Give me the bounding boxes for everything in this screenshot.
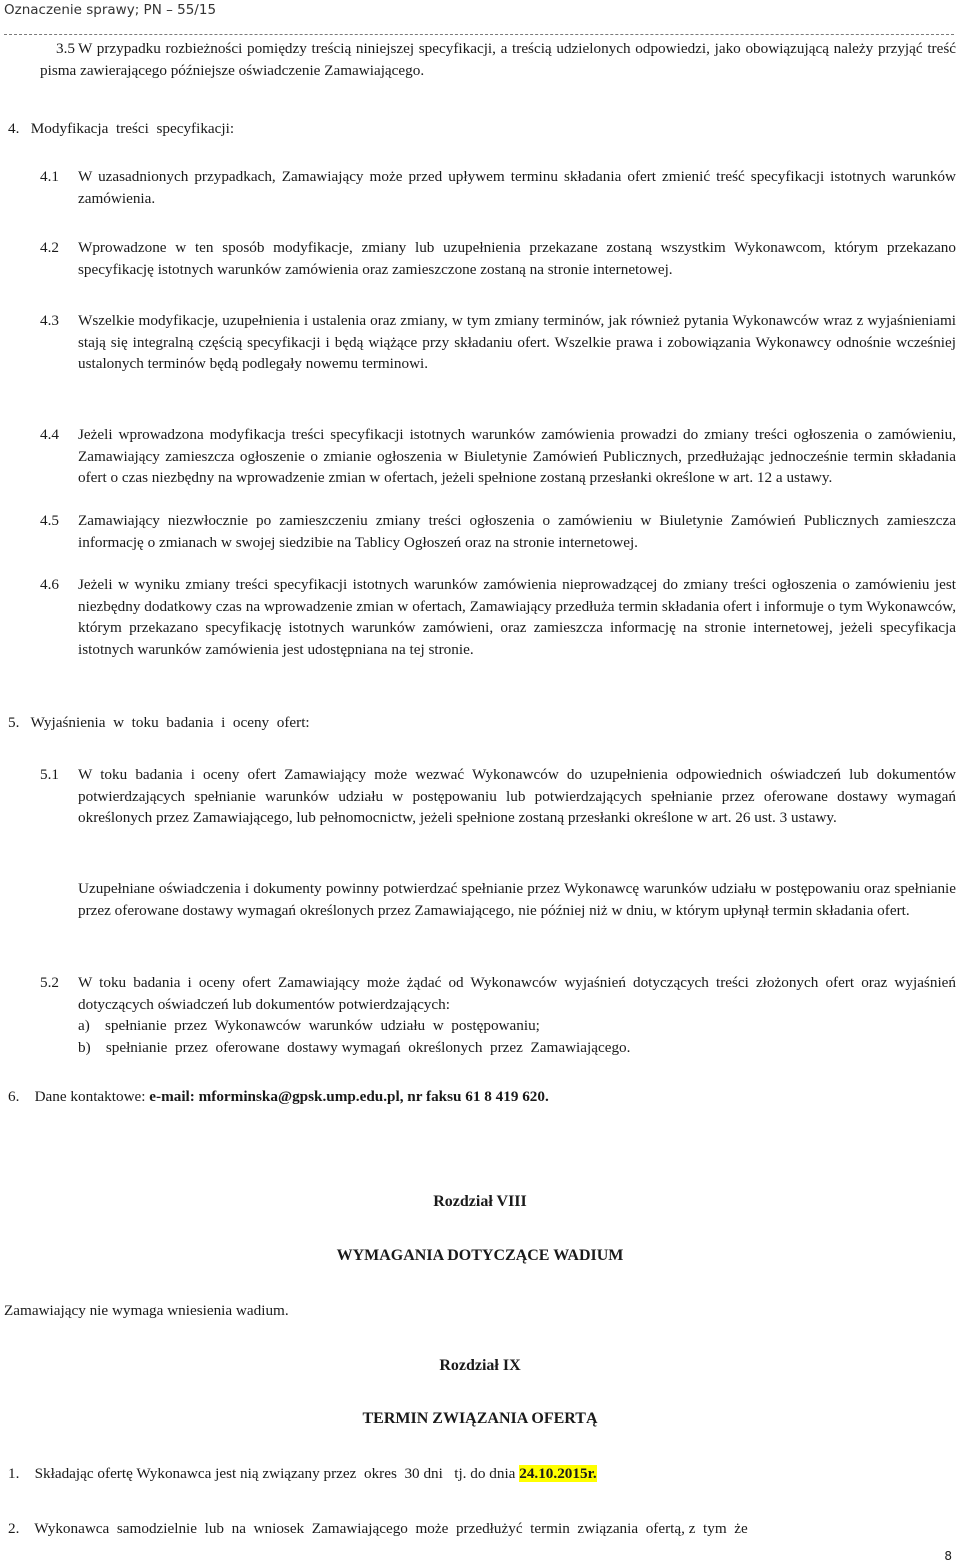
paragraph-number: 4.6 (40, 576, 59, 593)
chapter-8-title: Rozdział VIII (433, 1193, 527, 1210)
paragraph-4-3: Wszelkie modyfikacje, uzupełnienia i ustalenia oraz zmiany, w tym zmiany terminów, jak również pytania Wykonawców wraz z wyjaśnieniami stają się integralną częścią specyfikacji i będą wiążące przy składaniu ofert. Wszelkie prawa i zobowiązania Wykonawcy odnośnie wcześniej ustalonych terminów będą podlegały nowemu terminowi. (78, 312, 956, 372)
paragraph-number: 5.2 (40, 974, 59, 991)
paragraph-5-2: W toku badania i oceny ofert Zamawiający może żądać od Wykonawców wyjaśnień dotyczących treści złożonych ofert oraz wyjaśnień dotyczących oświadczeń lub dokumentów potwierdzających: (78, 974, 956, 1013)
chapter-9-item-1 (8, 1463, 597, 1485)
paragraph-4-5: Zamawiający niezwłocznie po zamieszczeniu zmiany treści ogłoszenia o zamówieniu w Biuletynie Zamówień Publicznych zamieszcza informację o zmianach w swojej siedzibie na Tablicy Ogłoszeń oraz na stronie internetowej. (78, 512, 956, 551)
chapter-8-subtitle: WYMAGANIA DOTYCZĄCE WADIUM (336, 1247, 624, 1264)
chapter-9-title: Rozdział IX (439, 1357, 521, 1374)
paragraph-5-1-continued: Uzupełniane oświadczenia i dokumenty powinny potwierdzać spełnianie przez Wykonawcę warunków udziału w postępowaniu oraz spełnianie przez oferowane dostawy wymagań określonych przez Zamawiającego, nie później niż w dniu, w którym upłynął termin składania ofert. (78, 880, 956, 919)
case-reference-header: Oznaczenie sprawy; PN – 55/15 (4, 2, 217, 18)
list-item-a: a) spełnianie przez Wykonawców warunków udziału w postępowaniu; (78, 1017, 540, 1034)
section-4-heading: 4. Modyfikacja treści specyfikacji: (8, 120, 235, 137)
chapter-9-subtitle: TERMIN ZWIĄZANIA OFERTĄ (362, 1410, 598, 1427)
chapter-9-item-2: 2. Wykonawca samodzielnie lub na wniosek Zamawiającego może przedłużyć termin związania ofertą, z tym że (8, 1520, 748, 1537)
section-6-contact (8, 1086, 549, 1108)
paragraph-number: 4.5 (40, 512, 59, 529)
contact-label: 6. Dane kontaktowe: (8, 1088, 150, 1105)
chapter-8-text: Zamawiający nie wymaga wniesienia wadium. (4, 1302, 289, 1319)
paragraph-4-2: Wprowadzone w ten sposób modyfikacje, zmiany lub uzupełnienia przekazane zostaną wszystkim Wykonawcom, którym przekazano specyfikację istotnych warunków zamówienia oraz zamieszczone zostaną na stronie internetowej. (78, 239, 956, 278)
header-divider (4, 34, 954, 35)
item-1-text: 1. Składając ofertę Wykonawca jest nią związany przez okres 30 dni tj. do dnia (8, 1465, 520, 1482)
paragraph-number: 4.3 (40, 312, 59, 329)
paragraph-3-5: W przypadku rozbieżności pomiędzy treścią niniejszej specyfikacji, a treścią udzielonych odpowiedzi, jako obowiązującą należy przyjąć treść pisma zawierającego późniejsze oświadczenie Zamawiającego. (40, 40, 956, 79)
paragraph-number: 3.5 (56, 40, 75, 57)
contact-details: e-mail: mforminska@gpsk.ump.edu.pl, nr faksu 61 8 419 620. (149, 1088, 549, 1105)
paragraph-number: 4.2 (40, 239, 59, 256)
binding-date: 24.10.2015r. (519, 1465, 597, 1482)
section-5-heading: 5. Wyjaśnienia w toku badania i oceny ofert: (8, 714, 310, 731)
list-item-b: b) spełnianie przez oferowane dostawy wymagań określonych przez Zamawiającego. (78, 1039, 631, 1056)
paragraph-4-4: Jeżeli wprowadzona modyfikacja treści specyfikacji istotnych warunków zamówienia prowadzi do zmiany treści ogłoszenia o zamówieniu, Zamawiający zamieszcza ogłoszenie o zmianie ogłoszenia w Biuletynie Zamówień Publicznych, przedłużając jednocześnie termin składania ofert o czas niezbędny na wprowadzenie zmian w ofertach, jeżeli spełnione zostaną przesłanki określone w art. 12 a ustawy. (78, 426, 956, 486)
paragraph-number: 5.1 (40, 766, 59, 783)
paragraph-number: 4.1 (40, 168, 59, 185)
page-number: 8 (944, 1549, 952, 1563)
paragraph-number: 4.4 (40, 426, 59, 443)
paragraph-5-1: W toku badania i oceny ofert Zamawiający może wezwać Wykonawców do uzupełnienia odpowiednich oświadczeń lub dokumentów potwierdzających spełnianie warunków udziału w postępowaniu lub potwierdzających spełnianie przez oferowane dostawy wymagań określonych przez Zamawiającego, lub pełnomocnictw, jeżeli spełnione zostaną przesłanki określone w art. 26 ust. 3 ustawy. (78, 766, 956, 826)
paragraph-4-6: Jeżeli w wyniku zmiany treści specyfikacji istotnych warunków zamówienia nieprowadzącej do zmiany treści ogłoszenia o zamówieniu jest niezbędny dodatkowy czas na wprowadzenie zmian w ofertach, Zamawiający przedłuża termin składania ofert i informuje o tym Wykonawców, którym przekazano specyfikację istotnych warunków zamówieni, oraz zamieszcza informację na stronie internetowej, jeżeli specyfikacja istotnych warunków zamówienia jest udostępniana na tej stronie. (78, 576, 956, 658)
paragraph-4-1: W uzasadnionych przypadkach, Zamawiający może przed upływem terminu składania ofert zmienić treść specyfikacji istotnych warunków zamówienia. (78, 168, 956, 207)
